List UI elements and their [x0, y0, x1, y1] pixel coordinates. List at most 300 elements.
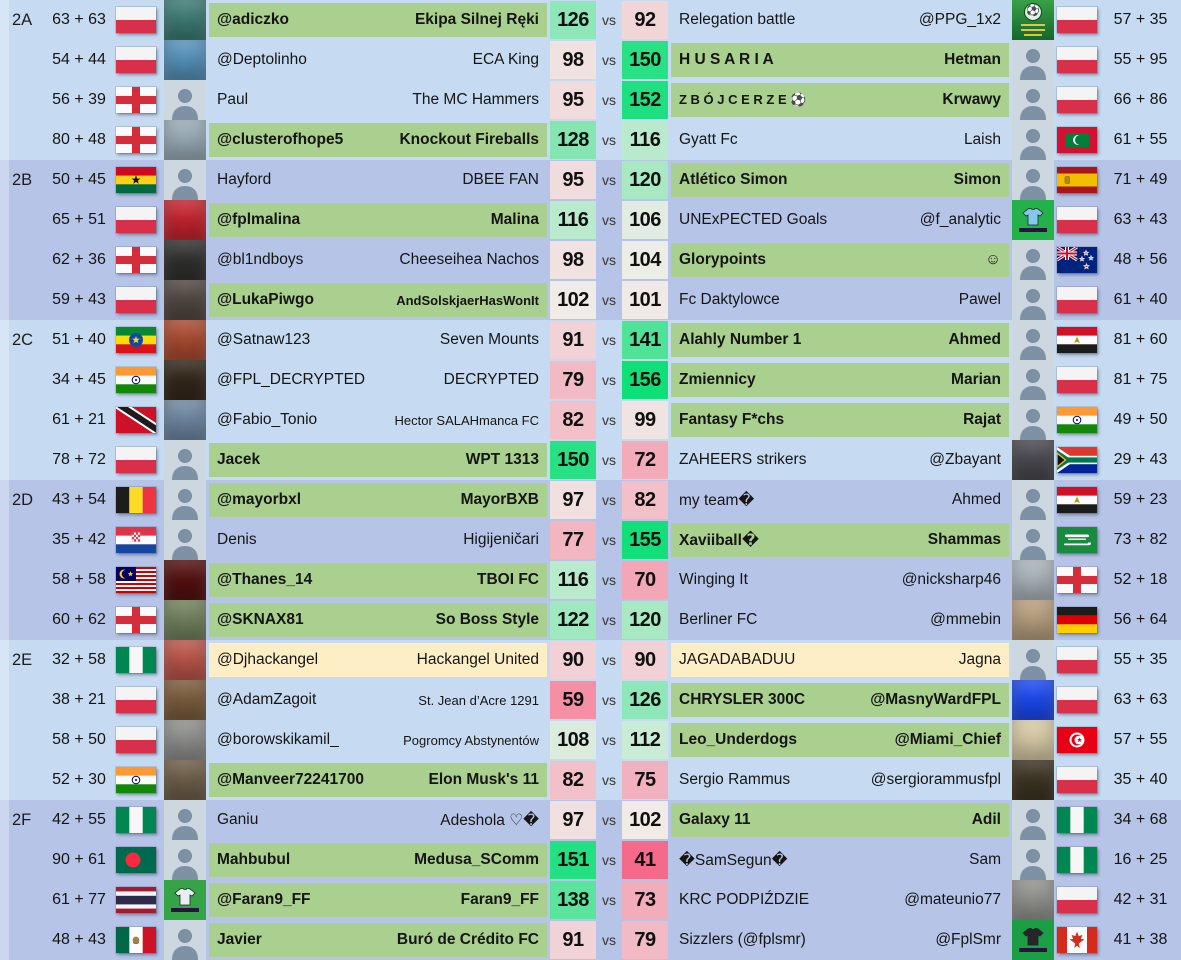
left-cup-points: 78 + 72: [52, 451, 106, 468]
right-score: 92: [622, 1, 668, 39]
left-score: 97: [550, 801, 596, 839]
right-entry-cell: [671, 803, 1009, 837]
right-cup-points: 81 + 60: [1113, 331, 1168, 348]
avatar-photo: [164, 280, 206, 320]
right-flag-cell: [1054, 887, 1100, 913]
flag-mexico-icon: [116, 927, 156, 953]
left-avatar: [164, 760, 206, 800]
right-team-name: Fc Daktylowce: [679, 291, 780, 308]
match-row: [0, 600, 1181, 640]
flag-ethiopia-icon: [116, 327, 156, 353]
default-avatar-icon: [1018, 246, 1048, 280]
flag-poland-icon: [116, 447, 156, 473]
avatar-photo: [164, 560, 206, 600]
left-flag-cell: [108, 287, 164, 313]
right-username: Adil: [971, 811, 1001, 828]
right-flag-cell: [1054, 287, 1100, 313]
left-username: Mahbubul: [217, 851, 291, 868]
match-row: [0, 160, 1181, 200]
logo-text-line: [1024, 34, 1042, 37]
left-username: @FPL_DECRYPTED: [217, 371, 366, 388]
left-username: @Fabio_Tonio: [217, 411, 318, 428]
right-cup-points: 66 + 86: [1113, 91, 1168, 108]
vs-label: vs: [602, 372, 616, 388]
left-score: 82: [550, 401, 596, 439]
right-avatar: [1012, 840, 1054, 880]
match-row: [0, 0, 1181, 40]
right-avatar: [1012, 160, 1054, 200]
right-cup-points: 56 + 64: [1113, 611, 1168, 628]
right-entry-cell: [671, 563, 1009, 597]
right-flag-cell: [1054, 327, 1100, 353]
match-row: [0, 440, 1181, 480]
avatar-photo: [164, 760, 206, 800]
left-cup-points: 54 + 44: [52, 51, 106, 68]
left-avatar: [164, 840, 206, 880]
left-avatar: [164, 480, 206, 520]
flag-bangladesh-icon: [116, 847, 156, 873]
flag-india-icon: [116, 767, 156, 793]
right-cup-points: 34 + 68: [1113, 811, 1168, 828]
jersey-icon: [1020, 208, 1046, 226]
vs-label: vs: [602, 212, 616, 228]
left-team-name: TBOI FC: [477, 571, 539, 588]
left-cup-points: 63 + 63: [52, 11, 106, 28]
left-cup-points: 90 + 61: [52, 851, 106, 868]
left-flag-cell: [108, 87, 164, 113]
right-avatar: [1012, 920, 1054, 960]
right-score: 152: [622, 81, 668, 119]
flag-belgium-icon: [116, 487, 156, 513]
default-avatar-icon: [1018, 46, 1048, 80]
flag-south-africa-icon: [1057, 447, 1097, 473]
right-cup-points: 59 + 23: [1113, 491, 1168, 508]
group-label: 2F: [12, 810, 32, 829]
vs-label: vs: [602, 612, 616, 628]
right-score: 150: [622, 41, 668, 79]
left-score: 108: [550, 721, 596, 759]
left-avatar: [164, 40, 206, 80]
match-row: [0, 120, 1181, 160]
right-entry-cell: [671, 163, 1009, 197]
left-avatar: [164, 240, 206, 280]
flag-poland-icon: [116, 287, 156, 313]
left-score: 150: [550, 441, 596, 479]
left-username: @bl1ndboys: [217, 251, 304, 268]
match-row: [0, 400, 1181, 440]
right-team-name: Alahly Number 1: [679, 331, 802, 348]
left-team-name: Hackangel United: [416, 651, 539, 668]
left-flag-cell: [108, 327, 164, 353]
match-row: [0, 920, 1181, 960]
right-entry-cell: [671, 723, 1009, 757]
left-avatar: [164, 520, 206, 560]
vs-label: vs: [602, 852, 616, 868]
left-team-name: Seven Mounts: [439, 331, 539, 348]
right-username: Marian: [951, 371, 1001, 388]
flag-poland-icon: [116, 207, 156, 233]
left-team-name: DBEE FAN: [462, 171, 539, 188]
left-score: 126: [550, 1, 596, 39]
left-avatar: [164, 280, 206, 320]
avatar-photo: [1012, 880, 1054, 920]
default-avatar-icon: [1018, 86, 1048, 120]
right-flag-cell: [1054, 767, 1100, 793]
right-cup-points: 49 + 50: [1113, 411, 1168, 428]
avatar-photo: [1012, 760, 1054, 800]
right-avatar: [1012, 880, 1054, 920]
right-username: Hetman: [944, 51, 1001, 68]
right-flag-cell: [1054, 47, 1100, 73]
logo-text-line: [1021, 29, 1045, 32]
logo-banner: [171, 908, 199, 912]
left-flag-cell: [108, 487, 164, 513]
left-score: 97: [550, 481, 596, 519]
left-avatar: [164, 720, 206, 760]
group-label: 2A: [12, 10, 33, 29]
flag-nigeria-icon: [1057, 807, 1097, 833]
flag-trinidad-tobago-icon: [116, 407, 156, 433]
right-avatar: [1012, 760, 1054, 800]
right-username: Pawel: [958, 291, 1001, 308]
logo-text-line: [1021, 24, 1045, 27]
left-avatar: [164, 640, 206, 680]
left-flag-cell: [108, 207, 164, 233]
right-username: @nicksharp46: [901, 571, 1001, 588]
flag-poland-icon: [1057, 87, 1097, 113]
soccer-ball-icon: ⚽: [1024, 3, 1042, 21]
right-team-name: ZAHEERS strikers: [679, 451, 807, 468]
left-score: 138: [550, 881, 596, 919]
default-avatar-icon: [1018, 326, 1048, 360]
right-entry-cell: [671, 3, 1009, 37]
right-score: 102: [622, 801, 668, 839]
left-team-name: Knockout Fireballs: [399, 131, 539, 148]
right-flag-cell: [1054, 687, 1100, 713]
left-avatar: [164, 680, 206, 720]
group-label: 2B: [12, 170, 33, 189]
right-entry-cell: [671, 323, 1009, 357]
left-score: 95: [550, 81, 596, 119]
left-username: @LukaPiwgo: [217, 291, 314, 308]
left-entry-cell: [209, 403, 547, 437]
avatar-photo: [1012, 600, 1054, 640]
left-flag-cell: [108, 887, 164, 913]
left-flag-cell: [108, 807, 164, 833]
match-row: [0, 40, 1181, 80]
left-cup-points: 35 + 42: [52, 531, 106, 548]
right-flag-cell: [1054, 847, 1100, 873]
left-team-name: Cheeseihea Nachos: [399, 251, 539, 268]
right-username: Rajat: [963, 411, 1001, 428]
right-flag-cell: [1054, 7, 1100, 33]
right-avatar: [1012, 440, 1054, 480]
left-entry-cell: [209, 3, 547, 37]
right-cup-points: 61 + 40: [1113, 291, 1168, 308]
flag-thailand-icon: [116, 887, 156, 913]
match-row: [0, 320, 1181, 360]
right-team-name: Atlético Simon: [679, 171, 788, 188]
left-flag-cell: [108, 407, 164, 433]
right-avatar: [1012, 480, 1054, 520]
left-cup-points: 61 + 21: [52, 411, 106, 428]
left-username: @Deptolinho: [217, 51, 307, 68]
right-score: 82: [622, 481, 668, 519]
right-avatar: [1012, 280, 1054, 320]
match-row: [0, 880, 1181, 920]
flag-poland-icon: [116, 7, 156, 33]
left-flag-cell: [108, 247, 164, 273]
right-avatar: [1012, 520, 1054, 560]
left-username: @Satnaw123: [217, 331, 311, 348]
left-username: Denis: [217, 531, 257, 548]
right-username: Jagna: [958, 651, 1001, 668]
right-username: @Zbayant: [929, 451, 1001, 468]
default-avatar-icon: [1018, 646, 1048, 680]
right-entry-cell: [671, 523, 1009, 557]
avatar-photo: [164, 600, 206, 640]
flag-poland-icon: [1057, 47, 1097, 73]
left-score: 98: [550, 241, 596, 279]
vs-label: vs: [602, 292, 616, 308]
default-avatar-icon: [1018, 126, 1048, 160]
left-score: 59: [550, 681, 596, 719]
default-avatar-icon: [170, 166, 200, 200]
left-cup-points: 58 + 50: [52, 731, 106, 748]
flag-nigeria-icon: [1057, 847, 1097, 873]
right-team-name: Zmiennicy: [679, 371, 756, 388]
right-score: 73: [622, 881, 668, 919]
group-label: 2E: [12, 650, 33, 669]
match-row: [0, 360, 1181, 400]
right-entry-cell: [671, 203, 1009, 237]
right-entry-cell: [671, 483, 1009, 517]
left-username: Jacek: [217, 451, 261, 468]
group-label: 2C: [12, 330, 34, 349]
right-score: 106: [622, 201, 668, 239]
right-team-name: JAGADABADUU: [679, 651, 796, 668]
right-team-name: Galaxy 11: [679, 811, 751, 828]
right-username: @mmebin: [930, 611, 1001, 628]
right-team-name: UNExPECTED Goals: [679, 211, 828, 228]
left-flag-cell: [108, 687, 164, 713]
right-username: @PPG_1x2: [918, 11, 1001, 28]
right-cup-points: 57 + 35: [1113, 11, 1168, 28]
right-flag-cell: [1054, 807, 1100, 833]
left-username: Hayford: [217, 171, 272, 188]
flag-nigeria-icon: [116, 807, 156, 833]
left-entry-cell: [209, 683, 547, 717]
left-score: 102: [550, 281, 596, 319]
left-entry-cell: [209, 923, 547, 957]
avatar-photo: [164, 240, 206, 280]
left-avatar: [164, 160, 206, 200]
right-flag-cell: [1054, 127, 1100, 153]
flag-poland-icon: [116, 47, 156, 73]
match-row: [0, 200, 1181, 240]
right-username: @Miami_Chief: [894, 731, 1001, 748]
right-entry-cell: [671, 883, 1009, 917]
left-entry-cell: [209, 323, 547, 357]
right-cup-points: 35 + 40: [1113, 771, 1168, 788]
left-cup-points: 61 + 77: [52, 891, 106, 908]
left-username: @clusterofhope5: [217, 131, 344, 148]
left-cup-points: 42 + 55: [52, 811, 106, 828]
match-row: [0, 640, 1181, 680]
left-cup-points: 48 + 43: [52, 931, 106, 948]
right-score: 120: [622, 161, 668, 199]
left-flag-cell: [108, 447, 164, 473]
left-username: Javier: [217, 931, 262, 948]
left-avatar: [164, 440, 206, 480]
default-avatar-icon: [170, 526, 200, 560]
left-cup-points: 80 + 48: [52, 131, 106, 148]
right-username: Krwawy: [942, 91, 1001, 108]
match-row: [0, 520, 1181, 560]
left-username: Ganiu: [217, 811, 259, 828]
left-avatar: [164, 800, 206, 840]
right-team-name: Winging It: [679, 571, 748, 588]
left-flag-cell: [108, 767, 164, 793]
right-flag-cell: [1054, 527, 1100, 553]
right-cup-points: 41 + 38: [1113, 931, 1168, 948]
right-team-name: Gyatt Fc: [679, 131, 738, 148]
vs-label: vs: [602, 52, 616, 68]
logo-banner: [1019, 948, 1047, 952]
right-score: 155: [622, 521, 668, 559]
right-username: Shammas: [927, 531, 1001, 548]
right-avatar: [1012, 120, 1054, 160]
default-avatar-icon: [1018, 166, 1048, 200]
vs-label: vs: [602, 452, 616, 468]
right-entry-cell: [671, 923, 1009, 957]
left-avatar: [164, 320, 206, 360]
right-flag-cell: [1054, 607, 1100, 633]
left-team-name: MayorBXB: [460, 491, 539, 508]
flag-poland-icon: [1057, 287, 1097, 313]
default-avatar-icon: [1018, 366, 1048, 400]
avatar-photo: [164, 200, 206, 240]
left-score: 98: [550, 41, 596, 79]
left-entry-cell: [209, 643, 547, 677]
right-flag-cell: [1054, 207, 1100, 233]
left-score: 91: [550, 321, 596, 359]
flag-saudi-arabia-icon: [1057, 527, 1097, 553]
right-team-name: Z B Ó J C E R Z E ⚽: [679, 92, 807, 107]
flag-germany-icon: [1057, 607, 1097, 633]
left-score: 79: [550, 361, 596, 399]
flag-ghana-icon: [116, 167, 156, 193]
right-team-name: Sizzlers (@fplsmr): [679, 931, 806, 948]
vs-label: vs: [602, 932, 616, 948]
left-flag-cell: [108, 47, 164, 73]
left-score: 116: [550, 561, 596, 599]
vs-label: vs: [602, 732, 616, 748]
left-avatar: [164, 880, 206, 920]
right-cup-points: 48 + 56: [1113, 251, 1168, 268]
right-cup-points: 81 + 75: [1113, 371, 1168, 388]
right-team-name: H U S A R I A: [679, 51, 774, 68]
left-username: @AdamZagoit: [217, 691, 317, 708]
right-score: 126: [622, 681, 668, 719]
right-flag-cell: [1054, 367, 1100, 393]
left-entry-cell: [209, 243, 547, 277]
default-avatar-icon: [170, 86, 200, 120]
avatar-photo: [164, 40, 206, 80]
right-cup-points: 57 + 55: [1113, 731, 1168, 748]
left-team-name: Faran9_FF: [460, 891, 539, 908]
match-row: [0, 760, 1181, 800]
right-avatar: [1012, 560, 1054, 600]
left-avatar: [164, 200, 206, 240]
right-score: 90: [622, 641, 668, 679]
left-cup-points: 60 + 62: [52, 611, 106, 628]
left-team-name: Elon Musk's 11: [428, 771, 539, 788]
left-score: 77: [550, 521, 596, 559]
left-score: 90: [550, 641, 596, 679]
flag-england-icon: [116, 87, 156, 113]
right-cup-points: 16 + 25: [1113, 851, 1168, 868]
avatar-photo: [1012, 560, 1054, 600]
vs-label: vs: [602, 492, 616, 508]
right-entry-cell: [671, 83, 1009, 117]
right-cup-points: 52 + 18: [1113, 571, 1168, 588]
right-score: 112: [622, 721, 668, 759]
jersey-icon: [172, 888, 198, 906]
flag-egypt-icon: [1057, 327, 1097, 353]
default-avatar-icon: [1018, 526, 1048, 560]
left-team-name: Adeshola ♡�: [440, 811, 539, 829]
right-flag-cell: [1054, 727, 1100, 753]
left-team-name: Ekipa Silnej Ręki: [414, 11, 539, 28]
right-username: Ahmed: [951, 491, 1001, 508]
right-avatar: [1012, 680, 1054, 720]
right-username: ☺: [985, 251, 1001, 268]
right-score: 156: [622, 361, 668, 399]
left-username: @SKNAX81: [217, 611, 304, 628]
left-entry-cell: [209, 83, 547, 117]
right-cup-points: 63 + 63: [1113, 691, 1168, 708]
right-team-name: Fantasy F*chs: [679, 411, 785, 428]
match-row: [0, 680, 1181, 720]
left-cup-points: 59 + 43: [52, 291, 106, 308]
right-entry-cell: [671, 603, 1009, 637]
left-username: @adiczko: [217, 11, 289, 28]
logo-banner: [1019, 228, 1047, 232]
avatar-photo: [164, 120, 206, 160]
right-flag-cell: [1054, 447, 1100, 473]
default-avatar-icon: [1018, 846, 1048, 880]
right-score: 101: [622, 281, 668, 319]
left-entry-cell: [209, 723, 547, 757]
flag-england-icon: [116, 607, 156, 633]
flag-poland-icon: [116, 687, 156, 713]
right-team-name: Xaviiball�: [679, 531, 760, 549]
right-avatar: [1012, 640, 1054, 680]
right-score: 116: [622, 121, 668, 159]
vs-label: vs: [602, 12, 616, 28]
default-avatar-icon: [170, 486, 200, 520]
left-score: 91: [550, 921, 596, 959]
vs-label: vs: [602, 692, 616, 708]
default-avatar-icon: [170, 846, 200, 880]
right-avatar: [1012, 200, 1054, 240]
right-username: @f_analytic: [919, 211, 1001, 228]
flag-poland-icon: [1057, 647, 1097, 673]
vs-label: vs: [602, 892, 616, 908]
avatar-photo: [1012, 440, 1054, 480]
vs-label: vs: [602, 812, 616, 828]
